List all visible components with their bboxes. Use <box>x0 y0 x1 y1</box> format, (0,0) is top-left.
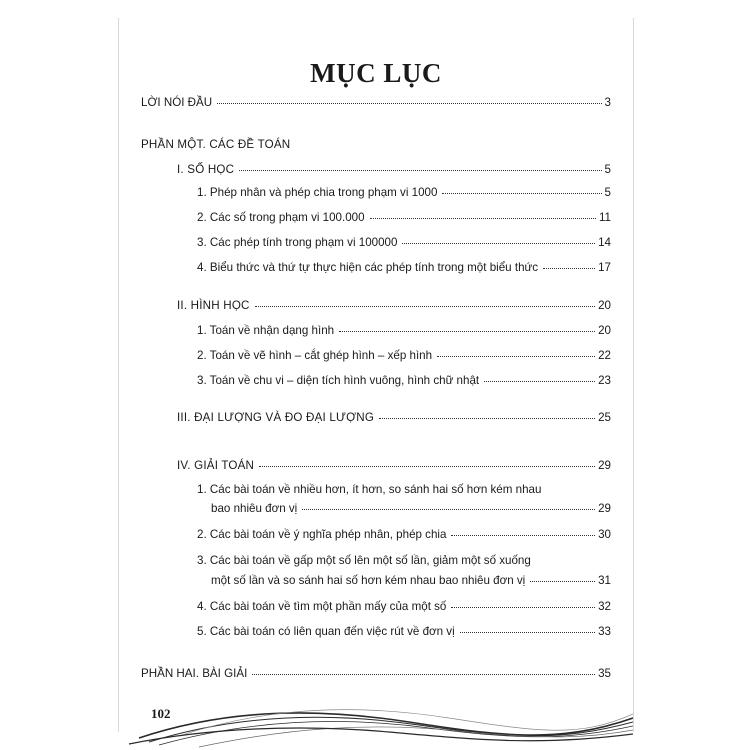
toc-entry-part-two <box>141 667 611 681</box>
toc-item <box>197 211 611 225</box>
toc-label: một số lần và so sánh hai số hơn kém nhau bao nhiêu đơn vị <box>211 574 526 587</box>
toc-label: I. SỐ HỌC <box>177 163 235 176</box>
toc-label: IV. GIẢI TOÁN <box>177 459 255 472</box>
toc-page-number: 29 <box>598 502 611 515</box>
toc-page-number: 25 <box>598 411 611 424</box>
toc-page-number: 11 <box>598 211 611 224</box>
toc-label: 3. Toán về chu vi – diện tích hình vuông, hình chữ nhật <box>197 374 480 387</box>
dot-leader <box>302 509 595 510</box>
toc-label: 1. Phép nhân và phép chia trong phạm vi 1000 <box>197 186 438 199</box>
dot-leader <box>217 103 601 104</box>
toc-item-line1: 1. Các bài toán về nhiều hơn, ít hơn, so sánh hai số hơn kém nhau <box>197 483 542 496</box>
dot-leader <box>379 418 595 419</box>
toc-page-number: 31 <box>598 574 611 587</box>
toc-label: 2. Các bài toán về ý nghĩa phép nhân, phép chia <box>197 528 447 541</box>
toc-label: 4. Các bài toán về tìm một phần mấy của một số <box>197 600 447 613</box>
toc-page-number: 22 <box>598 349 611 362</box>
toc-page-number: 32 <box>598 600 611 613</box>
toc-page-number: 20 <box>598 299 611 312</box>
toc-page-number: 14 <box>598 236 611 249</box>
toc-page-number: 5 <box>604 163 611 176</box>
part-one-heading: PHẦN MỘT. CÁC ĐỀ TOÁN <box>141 138 291 151</box>
dot-leader <box>437 356 595 357</box>
toc-page-number: 3 <box>604 96 611 109</box>
toc-label: 2. Các số trong phạm vi 100.000 <box>197 211 365 224</box>
toc-section-geometry <box>177 299 611 313</box>
toc-label: 4. Biểu thức và thứ tự thực hiện các phép tính trong một biểu thức <box>197 261 539 274</box>
toc-item <box>197 528 611 542</box>
toc-label: II. HÌNH HỌC <box>177 299 250 312</box>
book-page <box>118 18 634 732</box>
toc-page-number: 23 <box>598 374 611 387</box>
toc-section-measurement <box>177 411 611 425</box>
dot-leader <box>543 268 595 269</box>
dot-leader <box>255 306 595 307</box>
toc-page-number: 20 <box>598 324 611 337</box>
dot-leader <box>339 331 595 332</box>
dot-leader <box>239 170 601 171</box>
dot-leader <box>259 466 595 467</box>
toc-section-arithmetic <box>177 163 611 177</box>
page-title: MỤC LỤC <box>310 58 442 88</box>
dot-leader <box>451 535 595 536</box>
dot-leader <box>460 632 595 633</box>
dot-leader <box>370 218 596 219</box>
toc-page-number: 29 <box>598 459 611 472</box>
toc-entry-intro <box>141 96 611 110</box>
dot-leader <box>442 193 601 194</box>
page-number: 102 <box>151 706 171 721</box>
dot-leader <box>252 674 595 675</box>
dot-leader <box>451 607 595 608</box>
toc-item <box>197 625 611 639</box>
dot-leader <box>402 243 595 244</box>
toc-item <box>197 186 611 200</box>
toc-page-number: 33 <box>598 625 611 638</box>
toc-page-number: 17 <box>598 261 611 274</box>
toc-item-line1: 3. Các bài toán về gấp một số lên một số lần, giảm một số xuống <box>197 554 531 567</box>
toc-label: PHẦN HAI. BÀI GIẢI <box>141 667 248 680</box>
toc-item <box>197 600 611 614</box>
toc-page-number: 5 <box>604 186 611 199</box>
toc-label: LỜI NÓI ĐẦU <box>141 96 213 109</box>
toc-label: 2. Toán về vẽ hình – cắt ghép hình – xếp hình <box>197 349 433 362</box>
toc-page-number: 30 <box>598 528 611 541</box>
toc-item <box>197 374 611 388</box>
dot-leader <box>530 581 595 582</box>
dot-leader <box>484 381 595 382</box>
toc-label: 1. Toán về nhận dạng hình <box>197 324 335 337</box>
toc-label: 3. Các phép tính trong phạm vi 100000 <box>197 236 398 249</box>
toc-page-number: 35 <box>598 667 611 680</box>
toc-label: 5. Các bài toán có liên quan đến việc rút về đơn vị <box>197 625 455 638</box>
toc-item <box>211 574 611 588</box>
toc-item <box>197 349 611 363</box>
toc-item <box>211 502 611 516</box>
decorative-wave-graphic <box>119 698 633 748</box>
toc-label: III. ĐẠI LƯỢNG VÀ ĐO ĐẠI LƯỢNG <box>177 411 375 424</box>
toc-section-problem-solving <box>177 459 611 473</box>
toc-item <box>197 261 611 275</box>
toc-item <box>197 236 611 250</box>
toc-item <box>197 324 611 338</box>
toc-label: bao nhiêu đơn vị <box>211 502 298 515</box>
